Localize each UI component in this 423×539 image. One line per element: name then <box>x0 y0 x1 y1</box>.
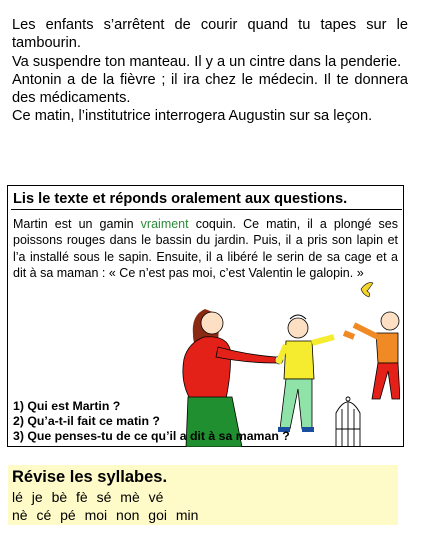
canary-bird <box>361 283 373 297</box>
story-after: coquin. Ce matin, il a plongé ses poissons rouges dans le bassin du jardin. Puis, il a pris son lapin et l’a installé sous le sapin. Ensuite, il a libéré le serin de sa cage et a dit à sa maman : « Ce n’est pas moi, c’est Valentin le galopin. » <box>13 217 398 281</box>
story-text <box>13 216 398 282</box>
story-highlight: vraiment <box>140 217 189 231</box>
boy-red-figure <box>344 312 400 399</box>
story-paragraph <box>13 216 398 282</box>
intro-line-1: Les enfants s’arrêtent de courir quand tu tapes sur le tambourin. <box>12 17 408 52</box>
reading-box-title: Lis le texte et réponds oralement aux questions. <box>11 189 402 210</box>
syllable-review-box <box>8 465 398 525</box>
story-before: Martin est un gamin <box>13 217 141 231</box>
intro-text <box>12 16 408 126</box>
syllable-review-title: Révise les syllabes. <box>12 468 168 486</box>
syllable-row-2: nè cé pé moi non goi min <box>12 507 199 523</box>
question-3: 3) Que penses-tu de ce qu’il a dit à sa maman ? <box>13 429 290 444</box>
question-list <box>13 399 373 445</box>
intro-line-2: Va suspendre ton manteau. Il y a un cintre dans la penderie. <box>12 53 402 70</box>
syllable-row-1: lé je bè fè sé mè vé <box>12 489 164 505</box>
intro-line-3: Antonin a de la fièvre ; il ira chez le médecin. Il te donnera des médicaments. <box>12 71 408 107</box>
question-2: 2) Qu’a-t-il fait ce matin ? <box>13 414 160 429</box>
intro-line-4: Ce matin, l’institutrice interrogera Augustin sur sa leçon. <box>12 108 373 125</box>
question-1: 1) Qui est Martin ? <box>13 399 121 413</box>
reading-box <box>7 185 404 447</box>
